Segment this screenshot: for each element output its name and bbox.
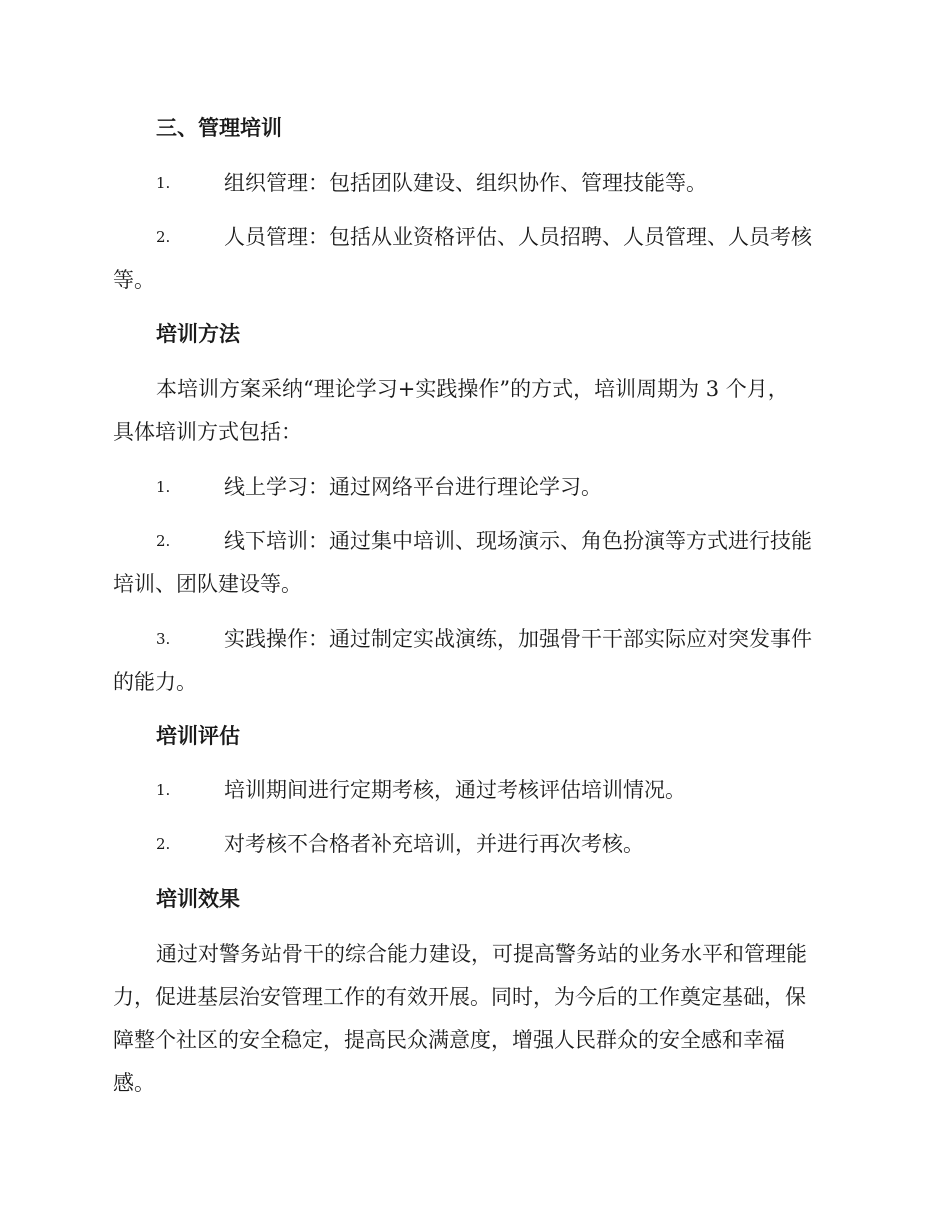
section-heading-evaluation: 培训评估 [156, 724, 240, 748]
list-number: 2. [156, 532, 171, 550]
paragraph-line: 力，促进基层治安管理工作的有效开展。同时，为今后的工作奠定基础，保 [113, 985, 806, 1009]
list-number: 1. [156, 781, 171, 799]
list-item-text: 线上学习：通过网络平台进行理论学习。 [224, 475, 602, 499]
list-item-text: 线下培训：通过集中培训、现场演示、角色扮演等方式进行技能 [224, 529, 812, 553]
section-heading-effect: 培训效果 [156, 887, 240, 911]
paragraph-line: 通过对警务站骨干的综合能力建设，可提高警务站的业务水平和管理能 [156, 942, 807, 966]
list-item-text-continuation: 的能力。 [113, 670, 197, 694]
list-item-text: 培训期间进行定期考核，通过考核评估培训情况。 [224, 778, 686, 802]
list-number: 2. [156, 835, 171, 853]
paragraph-line: 障整个社区的安全稳定，提高民众满意度，增强人民群众的安全感和幸福 [113, 1028, 785, 1052]
section-heading-method: 培训方法 [156, 322, 240, 346]
list-number: 1. [156, 174, 171, 192]
paragraph-line: 本培训方案采纳“理论学习+实践操作”的方式，培训周期为 3 个月， [156, 377, 789, 401]
paragraph-line: 感。 [113, 1071, 155, 1095]
paragraph-line: 具体培训方式包括： [113, 420, 302, 444]
list-item-text: 实践操作：通过制定实战演练，加强骨干干部实际应对突发事件 [224, 627, 812, 651]
list-number: 1. [156, 478, 171, 496]
list-number: 2. [156, 228, 171, 246]
list-item-text-continuation: 等。 [113, 268, 155, 292]
list-number: 3. [156, 630, 171, 648]
list-item-text-continuation: 培训、团队建设等。 [113, 572, 302, 596]
list-item-text: 人员管理：包括从业资格评估、人员招聘、人员管理、人员考核 [224, 225, 812, 249]
list-item-text: 组织管理：包括团队建设、组织协作、管理技能等。 [224, 171, 707, 195]
list-item-text: 对考核不合格者补充培训，并进行再次考核。 [224, 832, 644, 856]
section-heading-management: 三、管理培训 [156, 116, 282, 140]
